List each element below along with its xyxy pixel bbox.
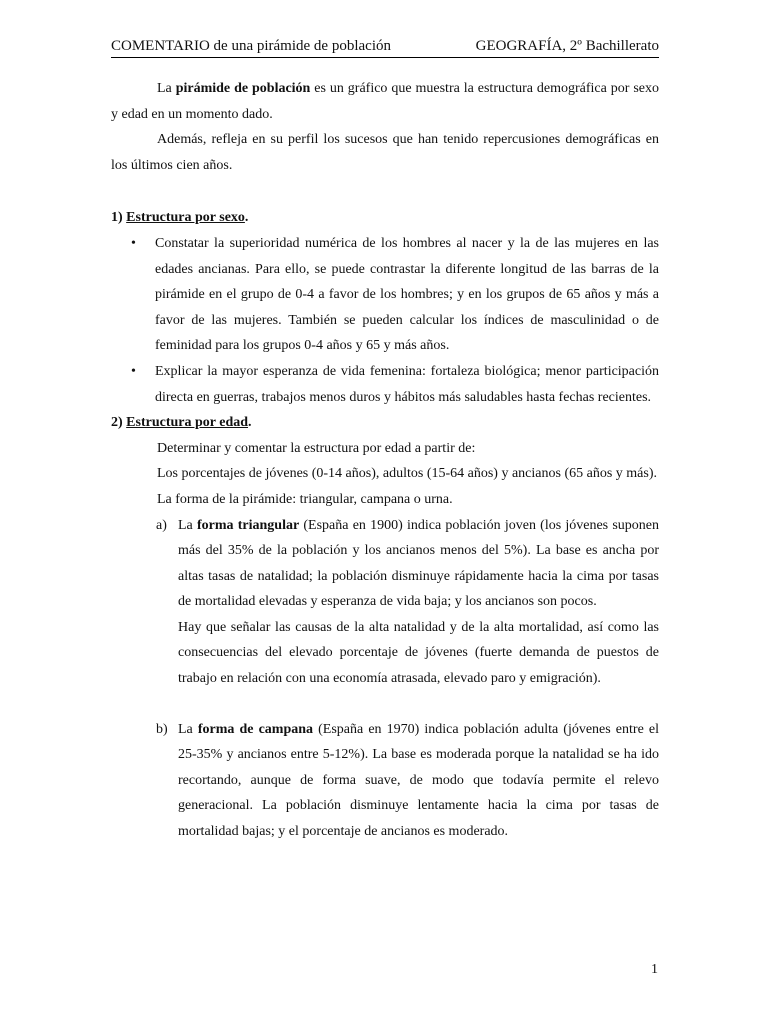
item-a-extra: Hay que señalar las causas de la alta natalidad y de la alta mortalidad, así como las consecuencias del elevado porcentaje de jóvenes (fuerte demanda de puestos de trabajo en relación con una economía atrasada, elevado paro y emigración). xyxy=(178,619,659,687)
intro-text: La xyxy=(157,81,176,96)
section-1-period: . xyxy=(244,210,249,226)
intro-paragraph-2: Además, refleja en su perfil los sucesos que han tenido repercusiones demográficas en los últimos cien años. xyxy=(111,132,659,173)
list-label-b: b) xyxy=(156,721,168,737)
intro-bold-term: pirámide de población xyxy=(175,81,311,96)
item-a-bold: forma triangular xyxy=(196,517,300,533)
list-item-a xyxy=(111,513,659,692)
header-left: COMENTARIO de una pirámide de población xyxy=(111,38,391,54)
list-item xyxy=(111,359,659,410)
list-item-text: Explicar la mayor esperanza de vida femenina: fortaleza biológica; menor participación directa en guerras, trabajos menos duros y hábitos más saludables hasta fechas recientes. xyxy=(155,363,659,405)
item-a-post: (España en 1900) indica población joven (los jóvenes suponen más del 35% de la población y los ancianos menos del 5%). La base es ancha por altas tasas de natalidad; la población disminuye rápidamente hacia la cima por tasas de mortalidad elevadas y esperanza de vida baja; y los ancianos son pocos. xyxy=(178,517,660,610)
intro-text-rest: es un gráfico que muestra la estructura demográfica por sexo y edad en un momento dado. xyxy=(111,81,660,122)
list-item-b xyxy=(111,717,659,845)
document-body xyxy=(111,76,659,845)
item-a-text xyxy=(178,513,659,615)
shape-list xyxy=(111,513,659,845)
section-2-paragraph-1: Determinar y comentar la estructura por edad a partir de: xyxy=(157,440,476,456)
list-item-text: Constatar la superioridad numérica de los hombres al nacer y la de las mujeres en las edades ancianas. Para ello, se puede contrastar la diferente longitud de las barras de la pirámide en el grupo de 0-4 a favor de los hombres; y en los grupos de 65 años y más a favor de las mujeres. También se pueden calcular los índices de masculinidad o de feminidad para los grupos 0-4 años y 65 y más años. xyxy=(155,235,659,354)
running-header xyxy=(111,38,659,58)
list-label-a: a) xyxy=(156,517,167,533)
list-item xyxy=(111,231,659,359)
item-a-pre: La xyxy=(178,517,197,533)
document-page xyxy=(111,38,659,845)
bullet-icon: • xyxy=(131,363,136,379)
item-b-text xyxy=(178,717,659,845)
item-b-bold: forma de campana xyxy=(197,721,314,737)
item-b-pre: La xyxy=(178,721,198,737)
section-2-number: 2) xyxy=(111,415,127,431)
intro-paragraph-1 xyxy=(111,76,659,127)
page-number: 1 xyxy=(651,962,658,977)
item-b-post: (España en 1970) indica población adulta (jóvenes entre el 25-35% y ancianos entre 5-12%). La base es moderada porque la natalidad se ha ido recortando, aunque de forma suave, de modo que todavía permite el relevo generacional. La población disminuye lentamente hacia la cima por tasas de mortalidad bajas; y el porcentaje de ancianos es moderado. xyxy=(178,721,659,840)
section-2-paragraph-3: La forma de la pirámide: triangular, campana o urna. xyxy=(157,491,453,507)
section-2-period: . xyxy=(248,415,252,431)
section-2-paragraph-2: Los porcentajes de jóvenes (0-14 años), adultos (15-64 años) y ancianos (65 años y más). xyxy=(157,466,657,482)
section-1-heading xyxy=(111,205,659,231)
section-1-bullet-list xyxy=(111,231,659,410)
spacer xyxy=(111,178,659,205)
header-right: GEOGRAFÍA, 2º Bachillerato xyxy=(475,38,659,54)
section-1-title: Estructura por sexo xyxy=(126,210,245,226)
section-1-number: 1) xyxy=(111,210,127,226)
bullet-icon: • xyxy=(131,235,136,251)
section-2-heading xyxy=(111,410,659,436)
section-2-title: Estructura por edad xyxy=(126,415,249,431)
